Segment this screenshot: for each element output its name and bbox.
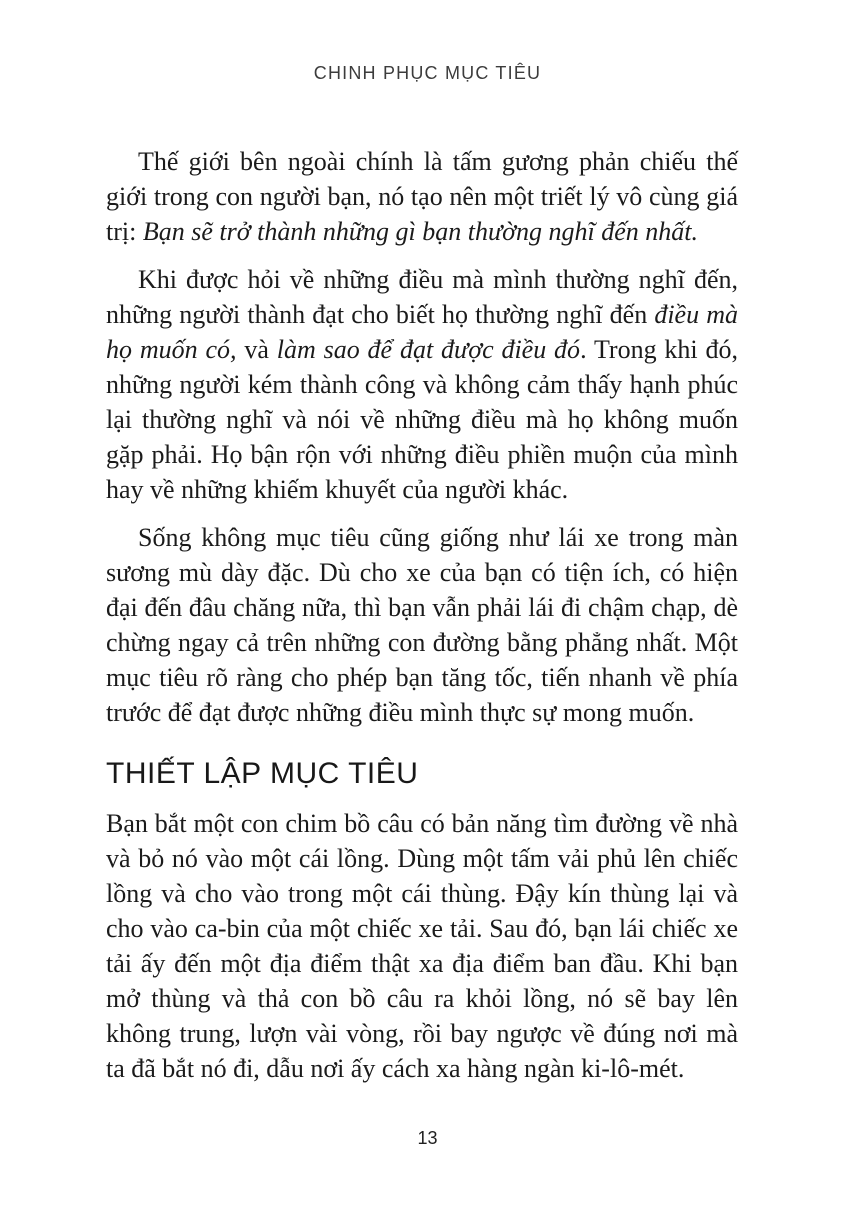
- section-heading: THIẾT LẬP MỤC TIÊU: [106, 757, 419, 790]
- italic-text: điều mà họ muốn có,: [106, 300, 738, 364]
- paragraph-driving-in-fog: Sống không mục tiêu cũng giống như lái xe trong màn sương mù dày đặc. Dù cho xe của bạn có tiện ích, có hiện đại đến đâu chăng nữa, thì bạn vẫn phải lái đi chậm chạp, dè chừng ngay cả trên những con đường bằng phẳng nhất. Một mục tiêu rõ ràng cho phép bạn tăng tốc, tiến nhanh về phía trước để đạt được những điều mình thực sự mong muốn.: [106, 523, 738, 727]
- page-number: 13: [417, 1128, 438, 1148]
- italic-text: Bạn sẽ trở thành những gì bạn thường nghĩ đến nhất.: [142, 217, 698, 246]
- text-column: [106, 144, 738, 1099]
- italic-text: làm sao để đạt được điều đó: [276, 335, 581, 364]
- running-header: CHINH PHỤC MỤC TIÊU: [313, 63, 542, 83]
- paragraph-mirror-world: Thế giới bên ngoài chính là tấm gương phản chiếu thế giới trong con người bạn, nó tạo nên một triết lý vô cùng giá trị: Bạn sẽ trở thành những gì bạn thường nghĩ đến nhất.: [106, 147, 738, 246]
- paragraph-successful-thinking: Khi được hỏi về những điều mà mình thường nghĩ đến, những người thành đạt cho biết họ thường nghĩ đến điều mà họ muốn có, và làm sao để đạt được điều đó. Trong khi đó, những người kém thành công và không cảm thấy hạnh phúc lại thường nghĩ và nói về những điều mà họ không muốn gặp phải. Họ bận rộn với những điều phiền muộn của mình hay về những khiếm khuyết của người khác.: [106, 265, 738, 504]
- paragraph-homing-pigeon: Bạn bắt một con chim bồ câu có bản năng tìm đường về nhà và bỏ nó vào một cái lồng. Dùng một tấm vải phủ lên chiếc lồng và cho vào trong một cái thùng. Đậy kín thùng lại và cho vào ca-bin của một chiếc xe tải. Sau đó, bạn lái chiếc xe tải ấy đến một địa điểm thật xa địa điểm ban đầu. Khi bạn mở thùng và thả con bồ câu ra khỏi lồng, nó sẽ bay lên không trung, lượn vài vòng, rồi bay ngược về đúng nơi mà ta đã bắt nó đi, dẫu nơi ấy cách xa hàng ngàn ki-lô-mét.: [106, 809, 738, 1083]
